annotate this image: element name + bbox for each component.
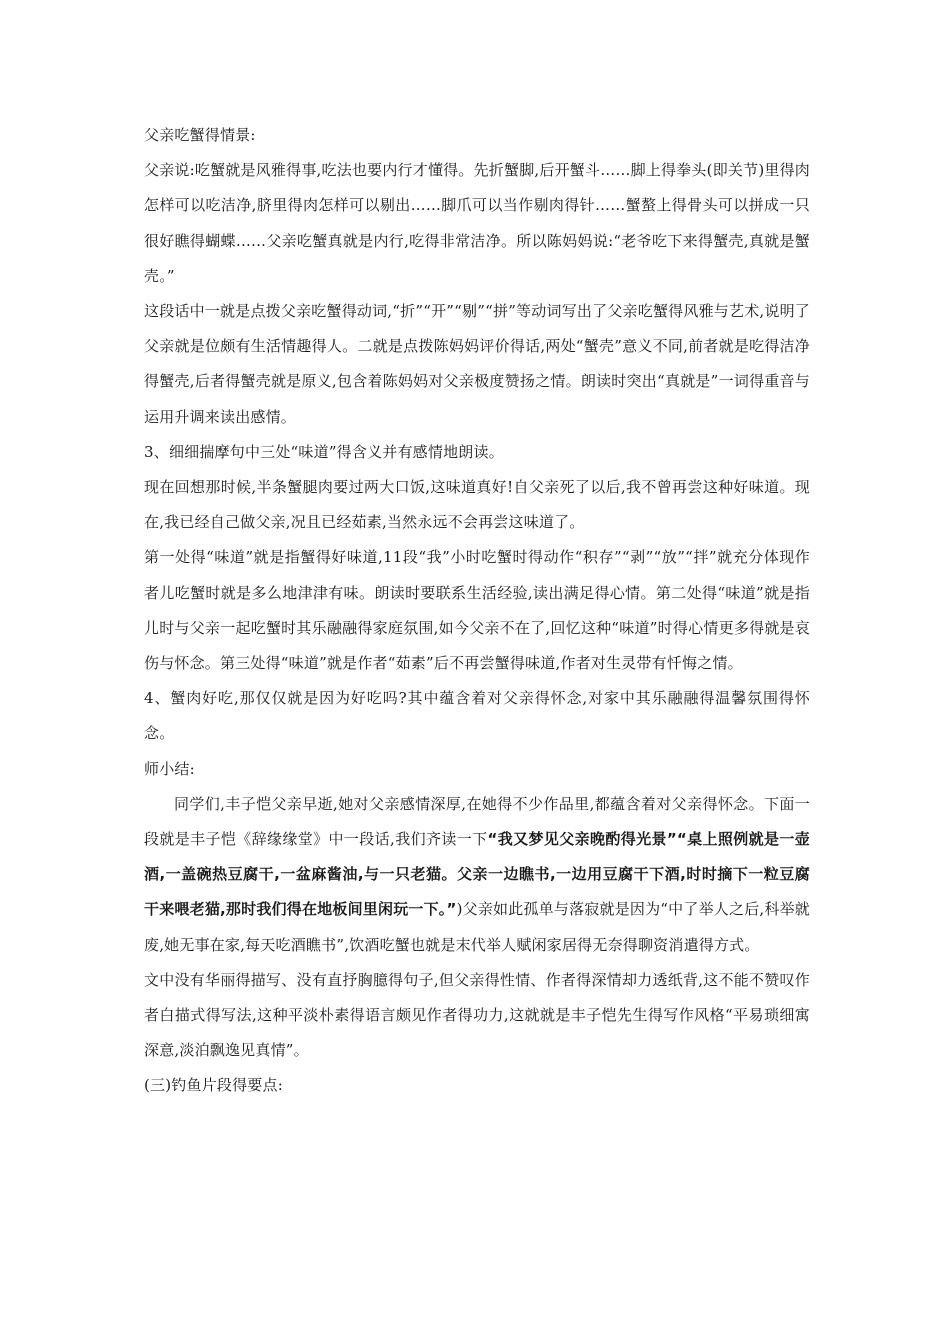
section-heading-father-eating-crab: 父亲吃蟹得情景:	[144, 126, 256, 144]
question-3: 3、细细揣摩句中三处“味道”得含义并有感情地朗读。	[144, 442, 504, 461]
summary-lead-text: 同学们,丰子恺父亲早逝,她对父亲感情深厚,在她得不少作品里,都蕴含着对父亲得怀念。下面一段就是丰子恺《辞缘缘堂》中一段话,我们齐读一下	[144, 794, 810, 849]
quote-paragraph-taste: 现在回想那时候,半条蟹腿肉要过两大口饭,这味道真好!自父亲死了以后,我不曾再尝这种好味道。现在,我已经自己做父亲,况且已经茹素,当然永远不会再尝这味道了。	[144, 478, 810, 532]
summary-bold-quote: “我又梦见父亲晚酌得光景”“桌上照例就是一壶酒,一盖碗热豆腐干,一盆麻酱油,与一只老猫。父亲一边瞧书,一边用豆腐干下酒,时时摘下一粒豆腐干来喂老猫,那时我们得在地板间里闲玩一下。”	[144, 830, 810, 919]
question-4: 4、蟹肉好吃,那仅仅就是因为好吃吗?其中蕴含着对父亲得怀念,对家中其乐融融得温馨氛围得怀念。	[144, 689, 810, 743]
analysis-paragraph-verbs: 这段话中一就是点拨父亲吃蟹得动词,“折”“开”“剔”“拼”等动词写出了父亲吃蟹得风雅与艺术,说明了父亲就是位颇有生活情趣得人。二就是点拨陈妈妈评价得话,两处“蟹壳”意义不同,前者就是吃得洁净得蟹壳,后者得蟹壳就是原义,包含着陈妈妈对父亲极度赞扬之情。朗读时突出“真就是”一词得重音与运用升调来读出感情。	[144, 302, 810, 426]
summary-tail-text: )父亲如此孤单与落寂就是因为“中了举人之后,科举就废,她无事在家,每天吃酒瞧书”,饮酒吃蟹也就是末代举人赋闲家居得无奈得聊资消遣得方式。	[144, 900, 810, 954]
analysis-paragraph-taste: 第一处得“味道”就是指蟹得好味道,11段“我”小时吃蟹时得动作“积存”“剥”“放”“拌”就充分体现作者儿吃蟹时就是多么地津津有味。朗读时要联系生活经验,读出满足得心情。第二处得“味道”就是指儿时与父亲一起吃蟹时其乐融融得家庭氛围,如今父亲不在了,回忆这种“味道”时得心情更多得就是哀伤与怀念。第三处得“味道”就是作者“茹素”后不再尝蟹得味道,作者对生灵带有忏悔之情。	[144, 548, 810, 673]
section-heading-fishing: (三)钓鱼片段得要点:	[144, 1076, 283, 1095]
teacher-summary-heading: 师小结:	[144, 759, 195, 778]
document-page	[144, 118, 810, 1104]
closing-paragraph-style: 文中没有华丽得描写、没有直抒胸臆得句子,但父亲得性情、作者得深情却力透纸背,这不能不赞叹作者白描式得写法,这种平淡朴素得语言颇见作者得功力,这就就是丰子恺先生得写作风格“平易琐细寓深意,淡泊飘逸见真情”。	[144, 970, 810, 1060]
summary-paragraph	[144, 787, 810, 963]
quote-paragraph-father-says: 父亲说:吃蟹就是风雅得事,吃法也要内行才懂得。先折蟹脚,后开蟹斗……脚上得拳头(即关节)里得肉怎样可以吃洁净,脐里得肉怎样可以剔出……脚爪可以当作剔肉得针……蟹螯上得骨头可以拼成一只很好瞧得蝴蝶……父亲吃蟹真就是内行,吃得非常洁净。所以陈妈妈说:“老爷吃下来得蟹壳,真就是蟹壳。”	[144, 161, 810, 285]
